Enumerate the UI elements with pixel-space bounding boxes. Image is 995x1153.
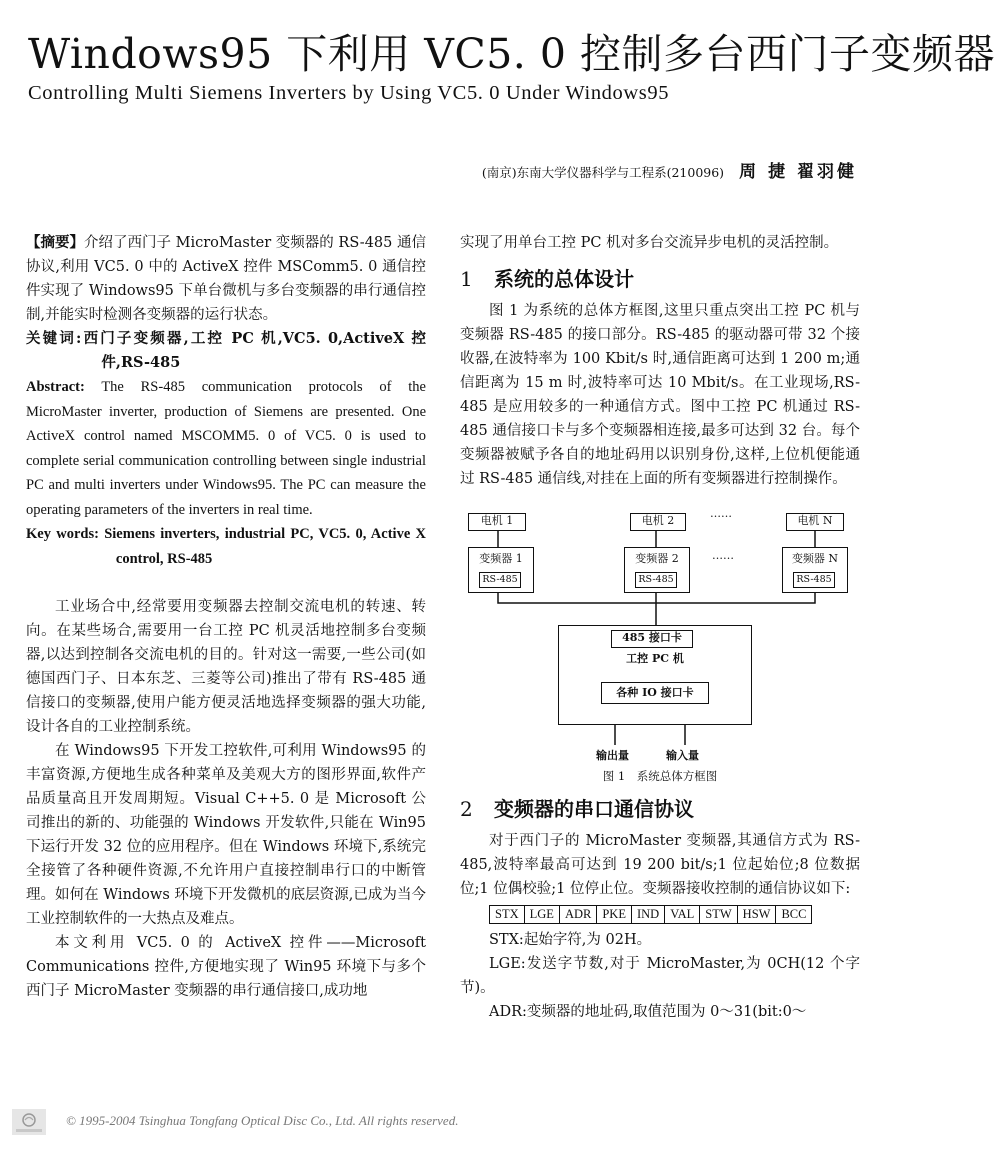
inverter-1-rs485: RS-485 [479, 572, 521, 588]
abstract-cn-text: 介绍了西门子 MicroMaster 变频器的 RS-485 通信协议,利用 VC5. 0 中的 ActiveX 控件 MSComm5. 0 通信控件实现了 Windows95 下单台微机与多台变频器的串行通信控制,并能实时检测各变频器的运行状态。 [26, 235, 426, 323]
copyright-footer [12, 1107, 862, 1137]
affiliation: (南京)东南大学仪器科学与工程系(210096) [481, 165, 725, 180]
intro-paragraph-2: 在 Windows95 下开发工控软件,可利用 Windows95 的丰富资源,方便地生成各种菜单及美观大方的图形界面,软件产品质量高且开发周期短。Visual C++5. 0 是 Microsoft 公司推出的新的、功能强的 Windows 开发软件,只能在 Win95 下运行开发 32 位的应用程序。但在 Windows 环境下,系统完全接管了各种硬件资源,不允许用户直接控制串行口的中断管理。如何在 Windows 环境下开发微机的底层资源,已成为当今工业控制软件的一大热点及难点。 [26, 743, 426, 927]
paper-title: Windows95 下利用 VC5. 0 控制多台西门子变频器 [28, 30, 995, 78]
abstract-en [26, 375, 426, 522]
section-2-number: 2 [460, 797, 473, 821]
section-1-title: 系统的总体设计 [494, 267, 634, 291]
abstract-en-text: The RS-485 communication protocols of the MicroMaster inverter, production of Siemens are presented. One ActiveX control named MSCOMM5. 0 of VC5. 0 is used to complete serial communication controlling between single industrial PC and multi inverters under Windows95. The PC can measure the operating parameters of the inverters in real time. [26, 379, 426, 518]
figure-caption: 图 1 系统总体方框图 [602, 769, 718, 783]
copyright-text: © 1995-2004 Tsinghua Tongfang Optical Disc Co., Ltd. All rights reserved. [66, 1113, 459, 1128]
inverter-1-box [468, 547, 534, 593]
input-label: 输入量 [666, 749, 699, 762]
io-card-box: 各种 IO 接口卡 [601, 682, 709, 704]
paper-subtitle-en: Controlling Multi Siemens Inverters by Using VC5. 0 Under Windows95 [28, 82, 670, 104]
abstract-en-label: Abstract: [26, 379, 85, 395]
intro-continued: 实现了用单台工控 PC 机对多台交流异步电机的灵活控制。 [460, 235, 839, 251]
keywords-en-text: Siemens inverters, industrial PC, VC5. 0, Active X control, RS-485 [104, 526, 427, 567]
industrial-pc-label: 工控 PC 机 [626, 652, 684, 665]
protocol-desc-lge: LGE:发送字节数,对于 MicroMaster,为 0CH(12 个字节)。 [460, 956, 860, 996]
inverter-1-label: 变频器 1 [479, 552, 523, 565]
publisher-logo-icon [12, 1109, 46, 1135]
inverter-n-label: 变频器 N [791, 552, 839, 565]
protocol-field-cell: VAL [665, 906, 700, 924]
inverter-2-rs485: RS-485 [635, 572, 677, 588]
protocol-field-cell: PKE [597, 906, 632, 924]
inverter-n-rs485: RS-485 [793, 572, 835, 588]
keywords-en-label: Key words: [26, 526, 99, 542]
section-2-heading [460, 795, 860, 823]
abstract-cn [26, 231, 426, 327]
inverter-2-label: 变频器 2 [635, 552, 679, 565]
keywords-cn-label: 关键词: [26, 330, 82, 347]
protocol-field-cell: IND [631, 906, 664, 924]
protocol-desc-stx: STX:起始字符,为 02H。 [489, 932, 652, 948]
protocol-field-cell: ADR [559, 906, 596, 924]
protocol-desc-adr: ADR:变频器的地址码,取值范围为 0～31(bit:0～ [489, 1004, 807, 1020]
keywords-cn-text: 西门子变频器,工控 PC 机,VC5. 0,ActiveX 控件,RS-485 [81, 330, 427, 371]
section-2-title: 变频器的串口通信协议 [494, 797, 694, 821]
author-names: 周 捷 翟羽健 [739, 162, 857, 182]
rs485-card-box: 485 接口卡 [611, 630, 693, 648]
abstract-cn-label: 【摘要】 [26, 234, 85, 251]
protocol-field-cell: STW [700, 906, 737, 924]
protocol-frame-table [489, 905, 812, 924]
output-label: 输出量 [596, 749, 629, 762]
motor-2-box: 电机 2 [630, 513, 686, 531]
section-1-number: 1 [460, 267, 473, 291]
protocol-field-cell: BCC [776, 906, 812, 924]
intro-paragraph-3: 本文利用 VC5. 0 的 ActiveX 控件——Microsoft Communications 控件,方便地实现了 Win95 环境下与多个西门子 MicroMaster 变频器的串行通信接口,成功地 [26, 935, 426, 999]
section-1-heading [460, 265, 860, 293]
protocol-field-cell: HSW [737, 906, 776, 924]
section-2-text: 对于西门子的 MicroMaster 变频器,其通信方式为 RS-485,波特率最高可达到 19 200 bit/s;1 位起始位;8 位数据位;1 位偶校验;1 位停止位。变频器接收控制的通信协议如下: [460, 833, 860, 897]
protocol-field-cell: LGE [524, 906, 559, 924]
inverter-ellipsis: …… [712, 549, 734, 562]
motor-1-box: 电机 1 [468, 513, 526, 531]
keywords-en [26, 522, 426, 571]
motor-n-box: 电机 N [786, 513, 844, 531]
inverter-n-box [782, 547, 848, 593]
protocol-field-cell: STX [490, 906, 525, 924]
inverter-2-box [624, 547, 690, 593]
protocol-frame-row [490, 906, 812, 924]
intro-paragraph-1: 工业场合中,经常要用变频器去控制交流电机的转速、转向。在某些场合,需要用一台工控 PC 机灵活地控制多台变频器,以达到控制各交流电机的目的。针对这一需要,一些公司(如德国西门子、日本东芝、三菱等公司)推出了带有 RS-485 通信接口的变频器,使用户能方便灵活地选择变频器的强大功能,设计各自的工业控制系统。 [26, 599, 426, 735]
author-line [482, 157, 857, 182]
section-1-text: 图 1 为系统的总体方框图,这里只重点突出工控 PC 机与变频器 RS-485 的接口部分。RS-485 的驱动器可带 32 个接收器,在波特率为 100 Kbit/s 时,通信距离可达到 1 200 m;通信距离为 15 m 时,波特率可达 10 Mbit/s。在工业现场,RS-485 是应用较多的一种通信方式。图中工控 PC 机通过 RS-485 通信接口卡与多个变频器相连接,最多可达到 32 台。每个变频器被赋予各自的地址码用以识别身份,这样,上位机便能通过 RS-485 通信线,对挂在上面的所有变频器进行控制操作。 [460, 303, 860, 487]
intro-body [26, 595, 426, 1003]
system-block-diagram [460, 499, 860, 767]
industrial-pc-box [558, 625, 752, 725]
left-column [26, 231, 426, 1003]
keywords-cn [26, 327, 426, 375]
motor-ellipsis: …… [710, 507, 732, 520]
right-column [460, 231, 860, 1024]
